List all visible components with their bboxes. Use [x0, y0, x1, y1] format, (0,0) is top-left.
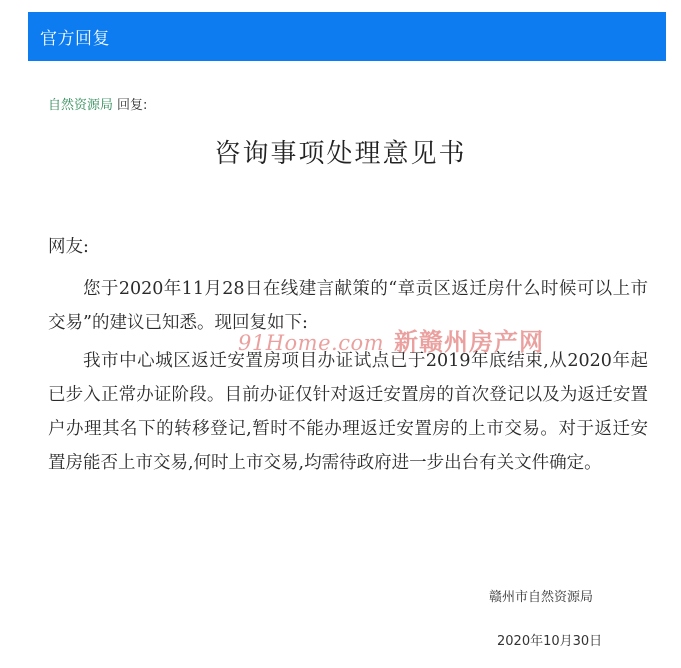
paragraph-acknowledgement: 您于2020年11月28日在线建言献策的“章贡区返迁房什么时候可以上市交易”的建议已知悉。现回复如下:	[48, 279, 648, 333]
document-body	[48, 230, 648, 484]
reply-word: 回复:	[117, 98, 148, 113]
document-title: 咨询事项处理意见书	[214, 139, 467, 169]
reply-from-link[interactable]: 自然资源局	[48, 98, 114, 113]
header-title: 官方回复	[40, 29, 110, 49]
reply-attribution	[48, 97, 147, 115]
salutation: 网友:	[48, 237, 89, 257]
paragraph-response: 我市中心城区返迁安置房项目办证试点已于2019年底结束,从2020年起已步入正常办证阶段。目前办证仅针对返迁安置房的首次登记以及为返迁安置户办理其名下的转移登记,暂时不能办理返迁安置房的上市交易。对于返迁安置房能否上市交易,何时上市交易,均需待政府进一步出台有关文件确定。	[48, 351, 648, 473]
signature-organization: 赣州市自然资源局	[489, 590, 594, 605]
watermark-latin: 91Home.com	[238, 331, 385, 355]
official-reply-header	[28, 12, 666, 61]
signature-date: 2020年10月30日	[497, 634, 603, 649]
watermark-cjk: 新赣州房产网	[394, 328, 545, 356]
